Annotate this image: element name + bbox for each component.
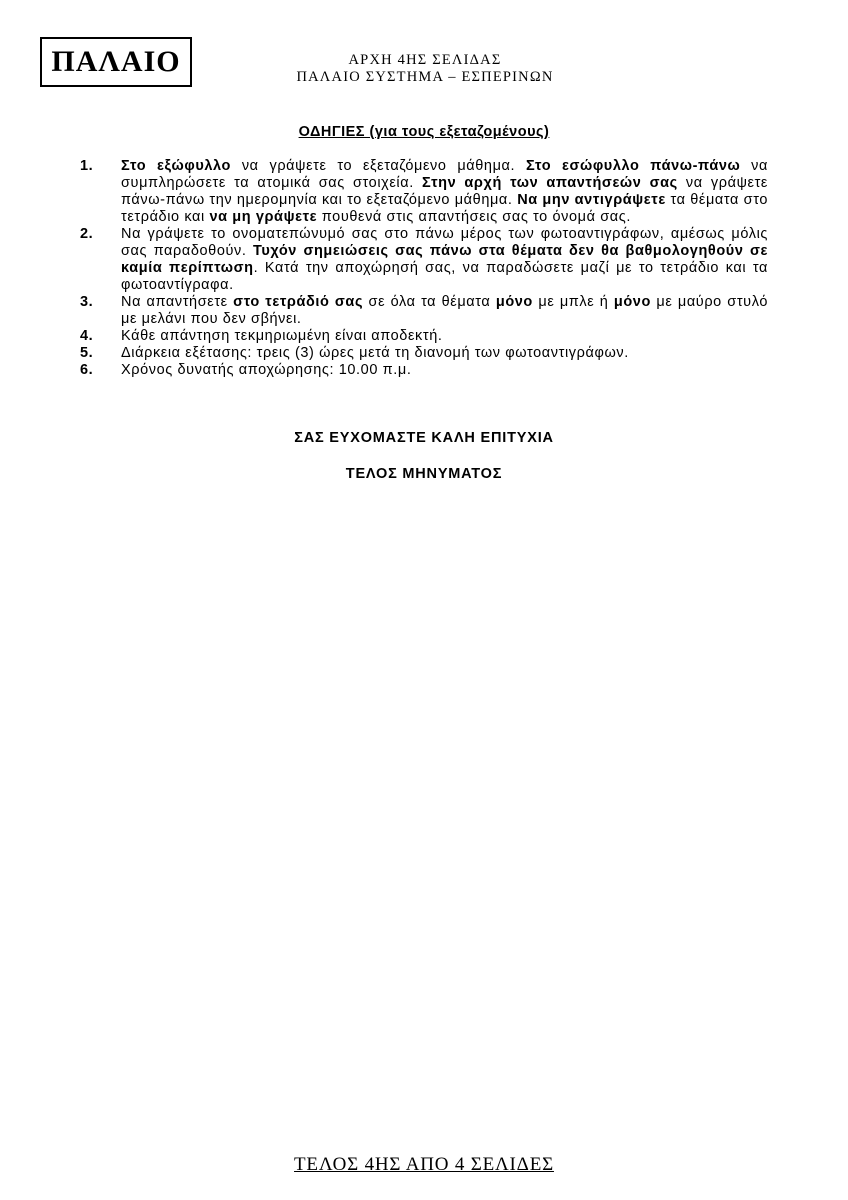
text-segment: Να γράψετε το ονοματεπώνυμό σας στο πάνω μέρος των φωτοαντιγράφων, αμέσως μόλις σας παραδοθούν. [121,226,768,259]
text-segment: σε όλα τα θέματα [363,294,496,310]
instructions-title: ΟΔΗΓΙΕΣ (για τους εξεταζομένους) [298,124,550,140]
text-segment: Χρόνος δυνατής αποχώρησης: 10.00 π.μ. [121,362,412,378]
text-segment: Στο εξώφυλλο [121,158,232,174]
system-stamp: ΠΑΛΑΙΟ [40,37,192,87]
instruction-item [80,328,768,345]
text-segment: Στην αρχή των απαντήσεών σας [422,175,678,191]
text-segment: Στο εσώφυλλο πάνω-πάνω [525,158,741,174]
instruction-number: 3. [80,294,94,310]
text-segment: μόνο [495,294,533,310]
text-segment: με μπλε ή [532,294,614,310]
good-luck-message: ΣΑΣ ΕΥΧΟΜΑΣΤΕ ΚΑΛΗ ΕΠΙΤΥΧΙΑ [294,430,554,446]
instruction-text [121,226,768,294]
text-segment: Κάθε απάντηση τεκμηριωμένη είναι αποδεκτή. [121,328,443,344]
text-segment: . Κατά την αποχώρησή σας, να παραδώσετε μαζί με το τετράδιο και τα φωτοαντίγραφα. [121,260,768,293]
text-segment: με μαύρο στυλό με μελάνι που δεν σβήνει. [121,294,768,327]
text-segment: να μη γράψετε [209,209,318,225]
text-segment: μόνο [613,294,651,310]
text-segment: Τυχόν σημειώσεις σας πάνω στα θέματα δεν θα βαθμολογηθούν σε καμία περίπτωση [121,243,769,276]
page-header [210,52,640,86]
instruction-number: 1. [80,158,94,174]
instruction-text [121,294,768,328]
page-footer: ΤΕΛΟΣ 4ΗΣ ΑΠΟ 4 ΣΕΛΙΔΕΣ [294,1154,554,1175]
instruction-item [80,226,768,294]
text-segment: να συμπληρώσετε τα ατομικά σας στοιχεία. [121,158,768,191]
text-segment: πουθενά στις απαντήσεις σας το όνομά σας. [317,209,631,225]
instruction-item [80,294,768,328]
end-of-message: ΤΕΛΟΣ ΜΗΝΥΜΑΤΟΣ [345,466,503,482]
text-segment: Να απαντήσετε [121,294,234,310]
instruction-text [121,362,768,379]
text-segment: να γράψετε πάνω-πάνω την ημερομηνία και το εξεταζόμενο μάθημα. [121,175,768,208]
instruction-text [121,328,768,345]
page-start-label: ΑΡΧΗ 4ΗΣ ΣΕΛΙΔΑΣ [348,52,502,68]
instruction-item [80,158,768,226]
instruction-number: 6. [80,362,94,378]
text-segment: τα θέματα στο τετράδιο και [121,192,768,225]
instruction-number: 2. [80,226,94,242]
text-segment: στο τετράδιό σας [233,294,364,310]
instruction-number: 5. [80,345,94,361]
instruction-item [80,362,768,379]
instruction-item [80,345,768,362]
text-segment: Διάρκεια εξέτασης: τρεις (3) ώρες μετά τη διανομή των φωτοαντιγράφων. [121,345,629,361]
text-segment: Να μην αντιγράψετε [517,192,666,208]
instruction-number: 4. [80,328,94,344]
instruction-text [121,158,768,226]
instruction-text [121,345,768,362]
exam-system-label: ΠΑΛΑΙΟ ΣΥΣΤΗΜΑ – ΕΣΠΕΡΙΝΩΝ [296,69,554,85]
instructions-list [80,158,768,379]
text-segment: να γράψετε το εξεταζόμενο μάθημα. [231,158,526,174]
